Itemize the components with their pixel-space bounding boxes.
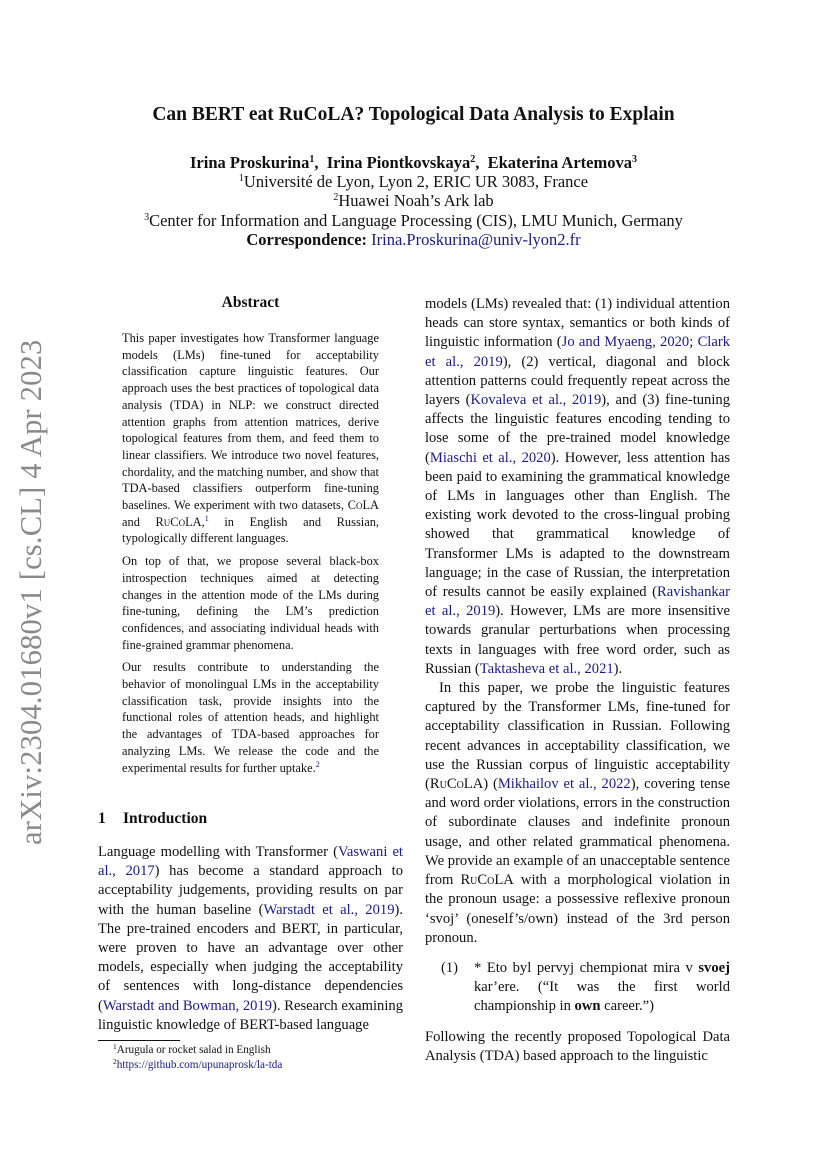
- body-text: ), covering tense and word order violations, errors in the construction of subordinate clauses and indefinite pronoun usage, and other related grammatical phenomena. We provide an example of an unacceptable sentence from: [425, 776, 730, 889]
- section-title: Introduction: [123, 810, 208, 827]
- body-text: ), and (3) fine-tuning affects the linguistic features encoding tending to lose some of the pre-trained model knowledge (: [425, 392, 730, 466]
- body-text: Language modelling with Transformer (: [98, 844, 338, 860]
- correspondence-label: Correspondence:: [246, 229, 368, 249]
- footnote-marker-2[interactable]: 2: [315, 759, 320, 769]
- citation-link[interactable]: Taktasheva et al., 2021: [479, 660, 614, 677]
- author-name: Ekaterina Artemova: [487, 153, 632, 172]
- footnote: [113, 1043, 282, 1058]
- footnote-marker-1[interactable]: 1: [204, 513, 209, 523]
- affiliation: [0, 211, 827, 230]
- footnote: [113, 1058, 282, 1073]
- body-paragraph: Following the recently proposed Topological Data Analysis (TDA) based approach to the linguistic: [425, 1028, 730, 1064]
- author-name: Irina Piontkovskaya: [326, 153, 471, 172]
- citation-link[interactable]: Ravishankar et al., 2019: [425, 584, 730, 620]
- example-number: (1): [441, 959, 459, 976]
- citation-link[interactable]: Vaswani et al., 2017: [98, 844, 403, 880]
- citation-link[interactable]: Clark et al., 2019: [425, 334, 730, 370]
- affiliation-marker: 3: [144, 211, 150, 223]
- body-text: ) (: [483, 776, 498, 793]
- example-text: career.”): [600, 998, 654, 1015]
- affiliation-marker: 1: [309, 154, 315, 165]
- arxiv-identifier-stamp: arXiv:2304.01680v1 [cs.CL] 4 Apr 2023: [14, 339, 48, 845]
- introduction-left-column: [98, 843, 403, 1035]
- body-text: ). However, LMs are more insensitive towards granular perturbations when processing texts in languages with free word order, such as Russian (: [425, 603, 730, 677]
- paper-title: Can BERT eat RuCoLA? Topological Data Analysis to Explain: [152, 104, 675, 125]
- affiliation-marker: 3: [631, 154, 637, 165]
- correspondence: [0, 230, 827, 249]
- affiliation: [0, 191, 827, 210]
- author-name: Irina Proskurina: [190, 153, 310, 172]
- affiliation-text: Université de Lyon, Lyon 2, ERIC UR 3083, France: [243, 172, 589, 192]
- body-text: In this paper, we probe the linguistic features captured by the Transformer LMs, fine-tuned for acceptability classification in Russian. Following recent advances in acceptability classification, we use the Russian corpus of linguistic acceptability (: [425, 680, 730, 793]
- citation-link[interactable]: Miaschi et al., 2020: [429, 449, 551, 466]
- example-text: kar’ere. (“It was the first world championship in: [474, 979, 730, 1015]
- abstract-paragraph: On top of that, we propose several black-box introspection techniques aimed at detecting changes in the attention mode of the LMs during fine-tuning, defining the LM’s prediction confidences, and associating individual heads with fine-grained grammar phenomena.: [122, 554, 379, 652]
- citation-link[interactable]: Warstadt and Bowman, 2019: [102, 997, 273, 1014]
- section-heading-introduction: [98, 810, 207, 828]
- abstract-paragraph: [122, 330, 379, 547]
- body-paragraph: [98, 843, 403, 1035]
- dataset-name-rucola: RuCoLA: [429, 776, 484, 793]
- citation-link[interactable]: Kovaleva et al., 2019: [470, 392, 602, 409]
- example-bold-word: own: [574, 998, 601, 1015]
- abstract-text: Our results contribute to understanding the behavior of monolingual LMs in the acceptability classification task, provide insights into the functional roles of attention heads, and highlight the advantages of TDA-based approaches for analyzing LMs. We release the code and the experimental results for further uptake.: [122, 660, 379, 775]
- example-bold-word: svoej: [698, 959, 730, 976]
- affiliation: [0, 172, 827, 191]
- correspondence-email-link[interactable]: Irina.Proskurina@univ-lyon2.fr: [371, 229, 581, 249]
- linguistic-example: [441, 959, 730, 1017]
- affiliation-marker: 2: [333, 192, 339, 204]
- dataset-name-rucola: RuCoLA: [155, 514, 202, 529]
- body-paragraph: [425, 679, 730, 948]
- footnote-number: 1: [113, 1042, 117, 1051]
- body-text: ). However, less attention has been paid to examining the grammatical knowledge of LMs in languages other than English. The existing work devoted to the cross-lingual probing showed that grammatical knowledge of Transformer LMs is adapted to the downstream language; in the case of Russian, the interpretation of results cannot be easily explained (: [425, 449, 730, 601]
- abstract-text: in English and Russian, typologically different languages.: [122, 514, 379, 546]
- body-text: ). The pre-trained encoders and BERT, in particular, were proven to have an advantage over other models, especially when judging the acceptability of sentences with long-distance dependencies (: [98, 901, 404, 1014]
- affiliation-text: Huawei Noah’s Ark lab: [338, 191, 494, 211]
- body-paragraph: [425, 295, 730, 679]
- section-number: 1: [98, 810, 106, 827]
- body-text: ).: [613, 660, 623, 677]
- dataset-name-rucola: RuCoLA: [460, 872, 514, 889]
- footnote-number: 2: [113, 1057, 117, 1066]
- affiliation-text: Center for Information and Language Processing (CIS), LMU Munich, Germany: [149, 210, 683, 230]
- body-text: ) has become a standard approach to acceptability judgements, providing results on par with the human baseline (: [98, 863, 403, 918]
- github-repo-link[interactable]: https://github.com/upunaprosk/la-tda: [116, 1059, 283, 1071]
- author-names: Irina Proskurina$^1$, Irina Piontkovskaya$^2$, Ekaterina Artemova$^3$: [190, 153, 637, 172]
- example-text: * Eto byl pervyj chempionat mira v: [474, 959, 699, 976]
- affiliation-marker: 1: [238, 173, 244, 185]
- citation-link[interactable]: Warstadt et al., 2019: [263, 901, 395, 918]
- citation-link[interactable]: Jo and Myaeng, 2020: [561, 334, 690, 351]
- abstract-body: [122, 330, 379, 782]
- footnote-text: Arugula or rocket salad in English: [116, 1044, 271, 1056]
- abstract-text: and: [122, 514, 156, 529]
- author-block: [0, 153, 827, 249]
- example-sentence: [474, 959, 730, 1017]
- citation-link[interactable]: Mikhailov et al., 2022: [497, 776, 631, 793]
- introduction-right-column: [425, 295, 730, 1066]
- body-text: ). Research examining linguistic knowledge of BERT-based language: [98, 997, 404, 1033]
- abstract-heading: Abstract: [221, 294, 280, 311]
- abstract-paragraph: [122, 659, 379, 776]
- affiliation-marker: 2: [470, 154, 476, 165]
- body-text: ), (2) vertical, diagonal and block attention patterns could frequently repeat across the layers (: [425, 353, 730, 409]
- dataset-name-cola: CoLA: [347, 498, 379, 513]
- body-text: models (LMs) revealed that: (1) individual attention heads can store syntax, semantics or both kinds of linguistic information (: [425, 296, 730, 351]
- body-text: with a morphological violation in the pronoun usage: a possessive reflexive pronoun ‘svoj’ (oneself’s/own) instead of the 3rd person pronoun.: [425, 872, 730, 946]
- footnotes: [113, 1043, 282, 1073]
- body-text: ;: [689, 334, 698, 351]
- abstract-text: This paper investigates how Transformer language models (LMs) fine-tuned for acceptability classification capture linguistic features. Our approach uses the best practices of topological data analysis (TDA) in NLP: we construct directed attention graphs from attention matrices, derive topological features from them, and feed them to linear classifiers. We introduce two novel features, chordality, and the matching number, and show that TDA-based classifiers outperform fine-tuning baselines. We experiment with two datasets,: [122, 331, 379, 513]
- abstract-text: ,: [201, 514, 205, 529]
- footnote-divider: [98, 1040, 180, 1041]
